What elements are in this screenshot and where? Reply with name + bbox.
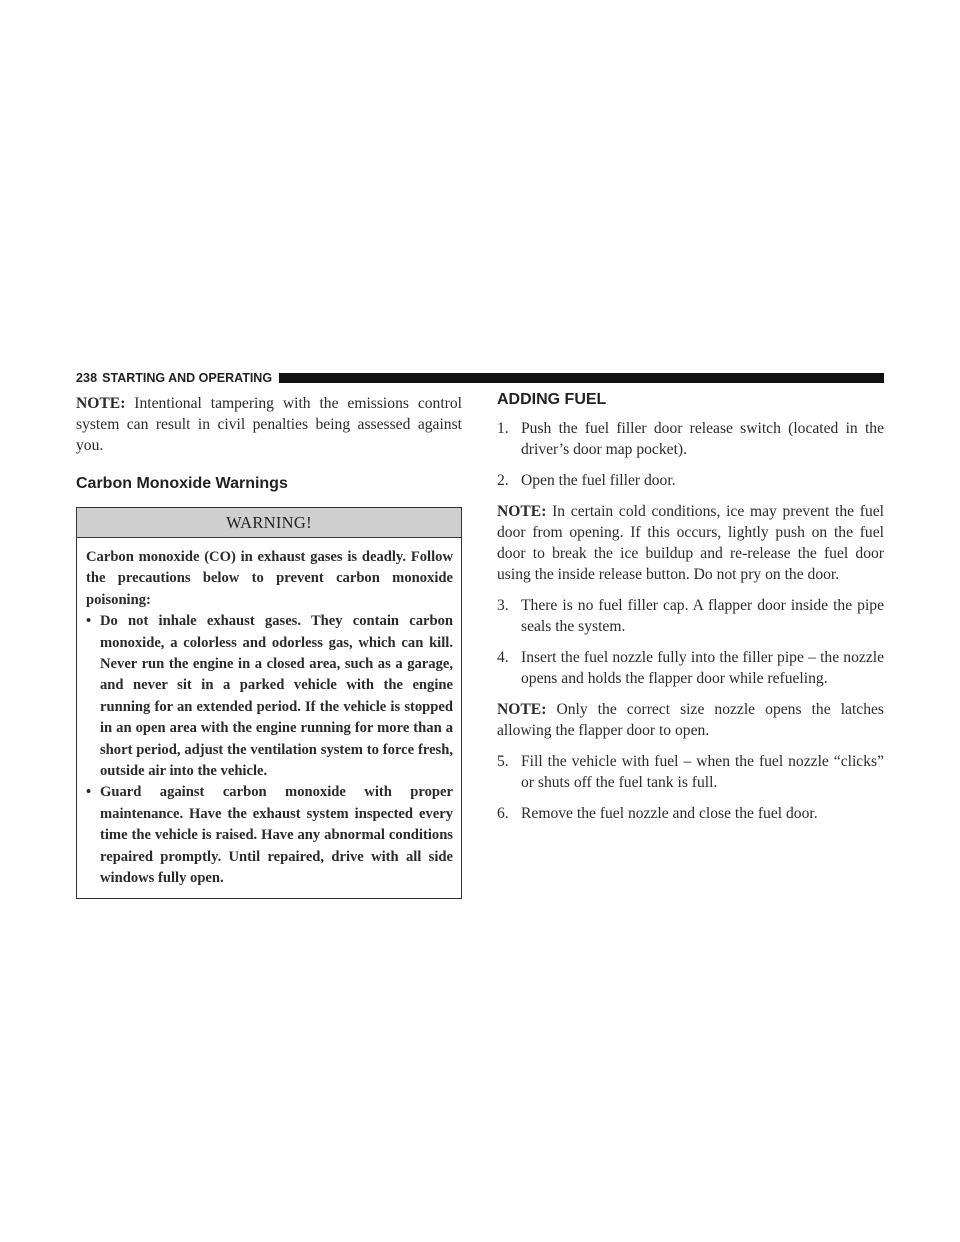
left-column [76,393,462,899]
note-text: In certain cold conditions, ice may prevent the fuel door from opening. If this occurs, lightly push on the fuel door to break the ice buildup and re-release the fuel door using the inside release button. Do not pry on the door. [497,503,884,583]
header-rule [279,373,884,383]
adding-fuel-heading: ADDING FUEL [497,391,607,408]
step-item [497,418,884,460]
note-label: NOTE: [497,701,547,718]
section-title: STARTING AND OPERATING [102,371,273,385]
warning-bullet [86,782,453,889]
step-item [497,803,884,824]
step-item [497,751,884,793]
step-number: 6. [497,805,509,822]
warning-body [77,538,461,898]
warning-bullet-text: Do not inhale exhaust gases. They contain carbon monoxide, a colorless and odorless gas, which can kill. Never run the engine in a closed area, such as a garage, and never sit in a parked vehicle with the engine running for an extended period. If the vehicle is stopped in an open area with the engine running for more than a short period, adjust the ventilation system to force fresh, outside air into the vehicle. [100,613,453,780]
step-item [497,470,884,491]
fuel-steps [497,418,884,491]
page-number: 238 [76,371,98,385]
step-number: 4. [497,649,509,666]
emissions-note [76,393,462,456]
step-number: 1. [497,420,509,437]
nozzle-size-note [497,699,884,741]
cold-conditions-note [497,501,884,585]
step-text: Open the fuel filler door. [521,472,676,489]
page-header [76,371,884,385]
step-item [497,595,884,637]
step-text: Fill the vehicle with fuel – when the fuel nozzle “clicks” or shuts off the fuel tank is full. [521,753,884,791]
step-text: Insert the fuel nozzle fully into the filler pipe – the nozzle opens and holds the flapper door while refueling. [521,649,884,687]
step-item [497,647,884,689]
fuel-steps-final [497,751,884,824]
warning-title: WARNING! [77,508,461,538]
step-text: Push the fuel filler door release switch (located in the driver’s door map pocket). [521,420,884,458]
step-text: There is no fuel filler cap. A flapper door inside the pipe seals the system. [521,597,884,635]
right-column [497,391,884,824]
step-text: Remove the fuel nozzle and close the fuel door. [521,805,818,822]
step-number: 3. [497,597,509,614]
note-label: NOTE: [497,503,547,520]
warning-bullet [86,611,453,782]
carbon-monoxide-heading: Carbon Monoxide Warnings [76,475,288,492]
fuel-steps-continued [497,595,884,689]
warning-bullet-text: Guard against carbon monoxide with proper maintenance. Have the exhaust system inspected every time the vehicle is raised. Have any abnormal conditions repaired promptly. Until repaired, drive with all side windows fully open. [100,784,453,887]
bullet-dot-icon: • [86,613,92,630]
step-number: 2. [497,472,509,489]
bullet-dot-icon: • [86,784,92,801]
warning-box [76,507,462,899]
note-text: Intentional tampering with the emissions control system can result in civil penalties being assessed against you. [76,395,462,454]
note-text: Only the correct size nozzle opens the latches allowing the flapper door to open. [497,701,884,739]
warning-intro: Carbon monoxide (CO) in exhaust gases is deadly. Follow the precautions below to prevent carbon monoxide poisoning: [86,549,453,608]
step-number: 5. [497,753,509,770]
note-label: NOTE: [76,395,126,412]
